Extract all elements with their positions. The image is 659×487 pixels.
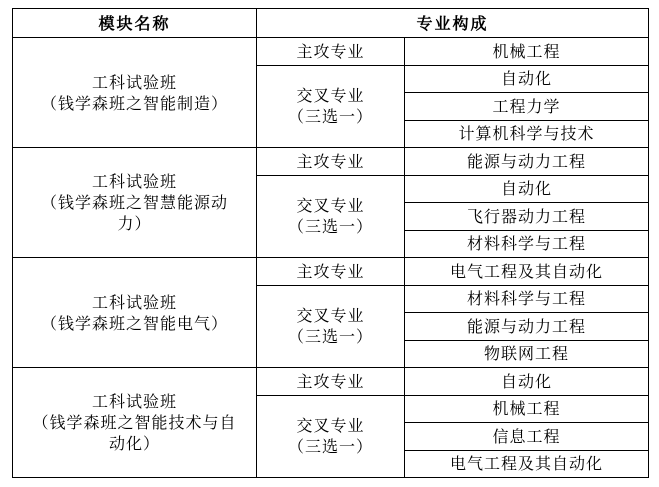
cross-major-value: 材料科学与工程 <box>405 285 649 313</box>
module-name-line: （钱学森班之智慧能源动 <box>40 193 228 212</box>
major-composition-table <box>12 8 649 478</box>
cross-major-value: 自动化 <box>405 65 649 93</box>
cross-major-value: 信息工程 <box>405 423 649 451</box>
module-name-cell <box>13 368 257 478</box>
table-row <box>13 258 649 286</box>
module-name-line: 工科试验班 <box>91 72 177 92</box>
table-row <box>13 148 649 176</box>
main-major-value: 能源与动力工程 <box>405 148 649 176</box>
module-name-line: 动化） <box>108 434 160 453</box>
cross-major-value: 能源与动力工程 <box>405 313 649 341</box>
cross-major-value: 工程力学 <box>405 93 649 121</box>
cross-major-label <box>257 285 405 368</box>
main-major-label: 主攻专业 <box>257 148 405 176</box>
module-name-line: 工科试验班 <box>91 172 177 191</box>
cross-major-value: 飞行器动力工程 <box>405 203 649 231</box>
header-row <box>13 9 649 38</box>
module-name-cell <box>13 148 257 258</box>
cross-major-label <box>257 395 405 478</box>
main-major-label: 主攻专业 <box>257 38 405 66</box>
module-name-line: （钱学森班之智能技术与自 <box>32 413 237 432</box>
module-name-line: （钱学森班之智能电气） <box>40 313 228 333</box>
main-major-value: 机械工程 <box>405 38 649 66</box>
cross-major-value: 自动化 <box>405 175 649 203</box>
cross-major-label-line: 交叉专业 <box>296 306 365 326</box>
main-major-value: 自动化 <box>405 368 649 396</box>
main-major-label: 主攻专业 <box>257 368 405 396</box>
table-row <box>13 38 649 66</box>
cross-major-label <box>257 175 405 258</box>
main-major-label: 主攻专业 <box>257 258 405 286</box>
cross-major-label-line: （三选一） <box>287 217 373 237</box>
header-module-name: 模块名称 <box>13 9 257 38</box>
main-major-value: 电气工程及其自动化 <box>405 258 649 286</box>
cross-major-value: 计算机科学与技术 <box>405 120 649 148</box>
cross-major-label-line: （三选一） <box>287 437 373 457</box>
cross-major-value: 材料科学与工程 <box>405 230 649 258</box>
table-row <box>13 368 649 396</box>
cross-major-label-line: 交叉专业 <box>296 416 365 436</box>
cross-major-value: 电气工程及其自动化 <box>405 450 649 478</box>
cross-major-label-line: （三选一） <box>287 107 373 127</box>
cross-major-label-line: 交叉专业 <box>296 196 365 216</box>
module-name-line: 力） <box>117 214 152 233</box>
module-name-line: 工科试验班 <box>91 392 177 411</box>
header-major-composition: 专业构成 <box>257 9 649 38</box>
cross-major-label-line: 交叉专业 <box>296 86 365 106</box>
cross-major-label-line: （三选一） <box>287 327 373 347</box>
cross-major-value: 物联网工程 <box>405 340 649 368</box>
module-name-line: 工科试验班 <box>91 292 177 312</box>
cross-major-label <box>257 65 405 148</box>
cross-major-value: 机械工程 <box>405 395 649 423</box>
module-name-cell <box>13 258 257 368</box>
module-name-cell <box>13 38 257 148</box>
module-name-line: （钱学森班之智能制造） <box>40 93 228 113</box>
